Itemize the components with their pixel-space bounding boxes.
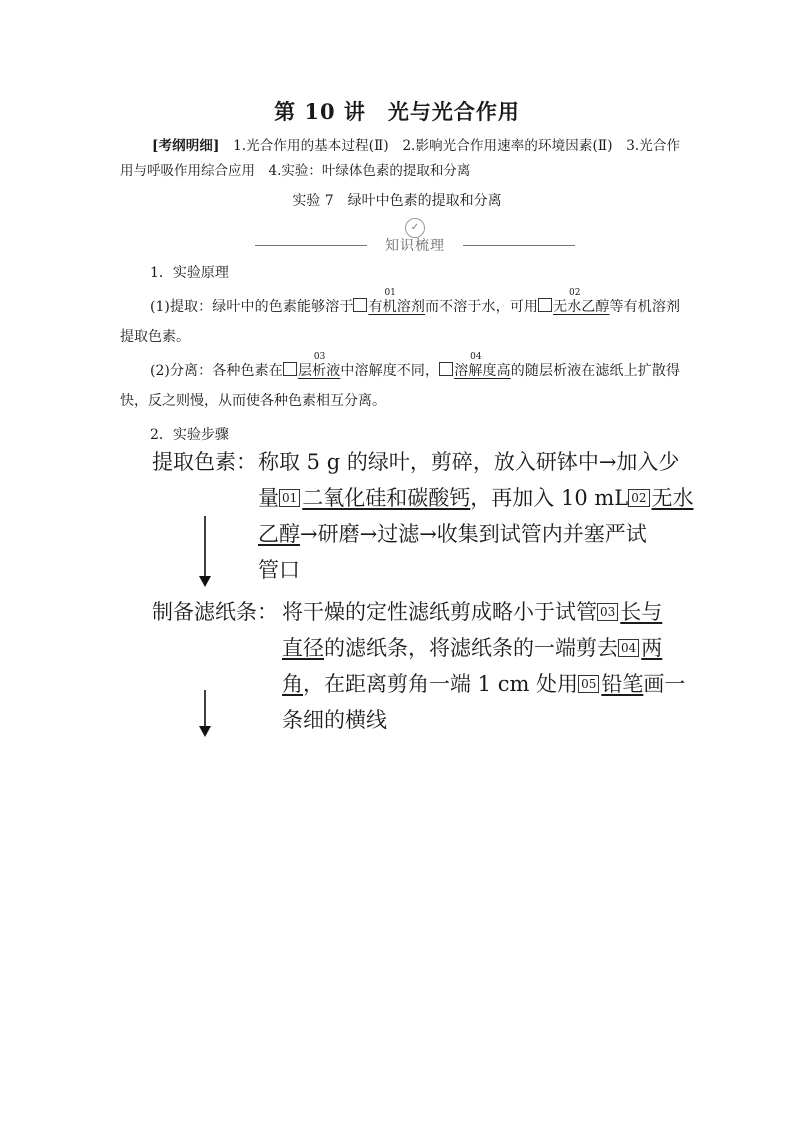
answer-blank: 直径 [282,636,324,660]
syllabus-outline [120,134,680,184]
step-extract-line1: 称取 5 g 的绿叶，剪碎，放入研钵中→加入少 [258,450,680,474]
section-divider [255,218,575,260]
answer-blank: 长与 [620,600,663,624]
blank-box: 01 [279,489,300,507]
principle-heading: 1．实验原理 [150,265,229,281]
blank-marker: 03 [283,362,297,376]
principle-separation: (2)分离：各种色素在 03 层析液中溶解度不同， 04 溶解度高的随层析液在滤纸上扩散得快，反之则慢，从而使各种色素相互分离。 [120,352,681,409]
step-filter-line1: 将干燥的定性滤纸剪成略小于试管 03 长与 [282,600,663,624]
answer-blank: 无水 [651,486,694,510]
step-filter-label: 制备滤纸条： [152,600,278,624]
answer-blank: 溶解度高 [454,363,511,379]
step-extract-line3: 乙醇→研磨→过滤→收集到试管内并塞严试 [258,522,647,546]
answer-blank: 无水乙醇 [552,299,610,315]
step-filter-line2: 直径的滤纸条，将滤纸条的一端剪去 04 两 [282,636,663,660]
steps-heading: 2．实验步骤 [150,427,229,443]
experiment-subtitle: 实验 7 绿叶中色素的提取和分离 [292,193,502,209]
leaf-icon: ✓ [405,218,425,238]
answer-blank: 角 [282,672,303,696]
lecture-title: 第 10 讲 光与光合作用 [274,99,520,124]
answer-blank: 有机溶剂 [368,299,426,315]
step-extract-line4: 管口 [258,558,300,582]
answer-blank: 层析液 [297,363,341,379]
step-filter-line3: 角，在距离剪角一端 1 cm 处用 05 铅笔画一 [282,672,686,696]
syllabus-tag: [考纲明细] [152,138,220,154]
down-arrow-icon [197,690,213,738]
blank-box: 03 [597,603,618,621]
principle-extraction: (1)提取：绿叶中的色素能够溶于 01 有机溶剂而不溶于水，可用 02 无水乙醇等有机溶剂提取色素。 [120,288,681,345]
blank-box: 02 [628,489,649,507]
answer-blank: 二氧化硅和碳酸钙 [302,486,471,510]
answer-blank: 两 [641,636,663,660]
blank-marker: 04 [439,362,453,376]
blank-box: 04 [618,639,639,657]
blank-box: 05 [578,675,599,693]
step-extract-line2: 量 01 二氧化硅和碳酸钙，再加入 10 mL 02 无水 [258,486,694,510]
down-arrow-icon [197,516,213,588]
step-filter-line4: 条细的横线 [282,708,387,732]
blank-marker: 01 [353,298,367,312]
blank-marker: 02 [538,298,552,312]
syllabus-text: 1.光合作用的基本过程(Ⅱ) 2.影响光合作用速率的环境因素(Ⅱ) 3.光合作用与呼吸作用综合应用 4.实验：叶绿体色素的提取和分离 [120,138,680,179]
section-label: 知识梳理 [385,238,445,254]
answer-blank: 乙醇 [258,522,300,546]
step-extract-label: 提取色素： [152,450,257,474]
answer-blank: 铅笔 [601,672,644,696]
